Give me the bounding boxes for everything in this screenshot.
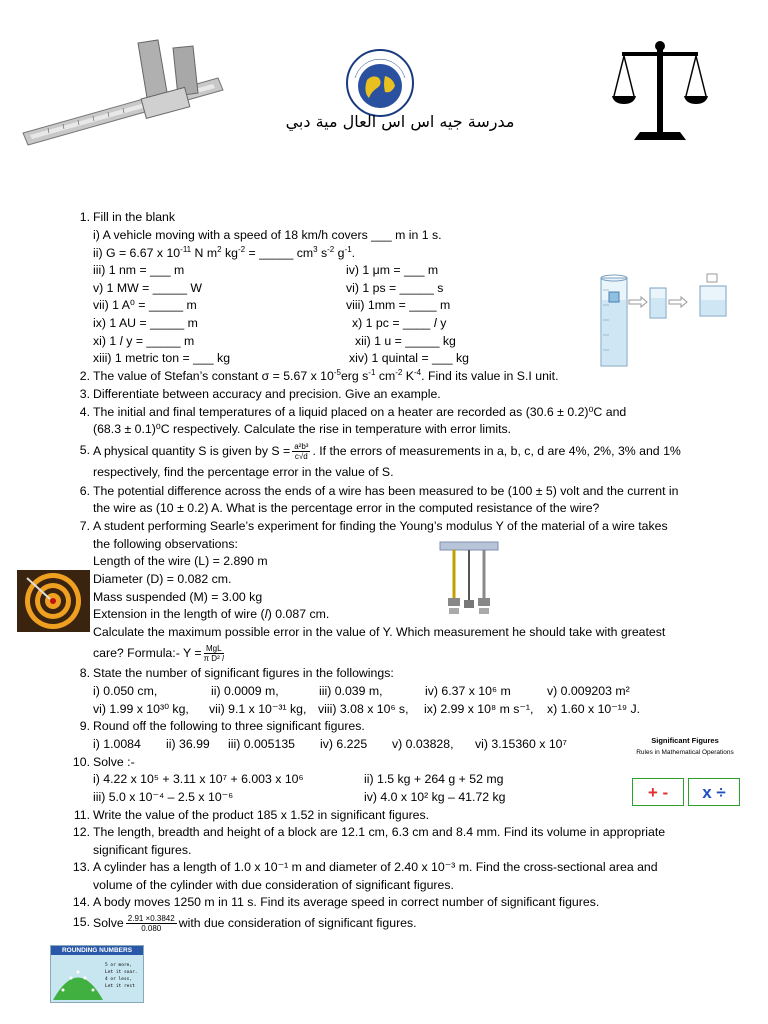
text-segment: N m: [191, 246, 218, 260]
dartboard-image: [17, 570, 90, 632]
question-text: (68.3 ± 0.1)⁰C respectively. Calculate the rise in temperature with error limits.: [93, 422, 512, 436]
text-segment: erg s: [340, 369, 369, 383]
significant-figures-panel: [620, 736, 750, 814]
rule-line: 5 or more,: [105, 963, 133, 968]
question-number: 14.: [72, 895, 90, 909]
text-segment: g: [334, 246, 345, 260]
rounding-rules: [105, 962, 138, 990]
question-text: Mass suspended (M) = 3.00 kg: [93, 590, 263, 604]
superscript: -5: [333, 367, 341, 377]
text-segment: . Find its value in S.I unit.: [421, 369, 559, 383]
q1-right-3: x) 1 pc = ____ 𝑙 y: [352, 316, 447, 330]
q1-i-text: i) A vehicle moving with a speed of 18 km/h covers ___ m in 1 s.: [93, 228, 442, 242]
superscript: -1: [344, 244, 352, 254]
text-segment: care? Formula:- Y =: [93, 645, 202, 660]
question-text: The potential difference across the ends of a wire has been measured to be (100 ± 5) volt and the current in: [93, 484, 679, 498]
rule-line: Let it rest: [105, 984, 135, 989]
denominator: 0.080: [141, 924, 162, 933]
question-text: [93, 442, 681, 461]
balance-scale-icon: [610, 38, 710, 143]
question-text: [93, 914, 417, 933]
multiply-divide-box: x ÷: [688, 778, 740, 806]
rounding-hill-icon: [53, 960, 103, 1000]
rule-line: Let it soar.: [105, 970, 138, 975]
q1-left-2: vii) 1 A⁰ = _____ m: [93, 298, 197, 312]
question-number: 13.: [72, 860, 90, 874]
question-text: [93, 368, 559, 386]
superscript: -1: [368, 367, 376, 377]
q8-r2-3: ix) 2.99 x 10⁸ m s⁻¹,: [424, 702, 534, 716]
superscript: -2: [395, 367, 403, 377]
q1-left-5: xiii) 1 metric ton = ___ kg: [93, 351, 231, 365]
question-text: Diameter (D) = 0.082 cm.: [93, 572, 232, 586]
question-text: Calculate the maximum possible error in the value of Y. Which measurement he should take with greatest: [93, 625, 666, 639]
q10-iv: iv) 4.0 x 10² kg – 41.72 kg: [364, 790, 506, 804]
text-segment: ii) G = 6.67 x 10: [93, 246, 181, 260]
question-number: 2.: [79, 369, 90, 383]
formula-fraction: [204, 644, 224, 663]
superscript: 3: [313, 244, 318, 254]
q9-item-0: i) 1.0084: [93, 737, 141, 751]
q10-ii: ii) 1.5 kg + 264 g + 52 mg: [364, 772, 504, 786]
superscript: -2: [327, 244, 335, 254]
text-segment: = _____ cm: [245, 246, 314, 260]
question-text: respectively, find the percentage error in the value of S.: [93, 465, 394, 479]
vernier-caliper-image: [18, 38, 233, 148]
question-text: the following observations:: [93, 537, 238, 551]
question-text: State the number of significant figures in the followings:: [93, 666, 394, 680]
superscript: -2: [237, 244, 246, 254]
q1-right-1: vi) 1 ps = _____ s: [346, 281, 444, 295]
q1-left-4: xi) 1 𝑙 y = _____ m: [93, 334, 195, 348]
text-segment: K: [402, 369, 414, 383]
numerator: 2.91 ×0.3842: [127, 914, 175, 923]
text-segment: cm: [375, 369, 396, 383]
q9-item-4: v) 0.03828,: [392, 737, 454, 751]
question-number: 11.: [73, 808, 90, 822]
question-text: A body moves 1250 m in 11 s. Find its average speed in correct number of significant figures.: [93, 895, 600, 909]
question-number: 8.: [79, 666, 90, 680]
text-segment: s: [317, 246, 328, 260]
rule-line: 4 or less,: [105, 977, 133, 982]
rounding-numbers-panel: [50, 945, 144, 1003]
question-text: Extension in the length of wire (𝑙) 0.087 cm.: [93, 607, 330, 621]
question-text: significant figures.: [93, 843, 192, 857]
question-number: 9.: [79, 719, 90, 733]
question-text: Length of the wire (L) = 2.890 m: [93, 554, 268, 568]
question-text: Solve :-: [93, 755, 135, 769]
question-number: 12.: [72, 825, 90, 839]
superscript: -4: [413, 367, 422, 377]
q8-r1-1: ii) 0.0009 m,: [211, 684, 279, 698]
denominator: c√d: [294, 452, 308, 461]
q9-item-5: vi) 3.15360 x 10⁷: [475, 737, 567, 751]
question-text: A student performing Searle’s experiment for finding the Young’s modulus Y of the material of a wire takes: [93, 519, 668, 533]
q10-i: i) 4.22 x 10⁵ + 3.11 x 10⁷ + 6.003 x 10⁶: [93, 772, 304, 786]
superscript: -11: [180, 244, 192, 254]
panel-title: Significant Figures: [651, 736, 719, 745]
formula-fraction: [292, 442, 310, 461]
text-segment: Solve: [93, 915, 124, 930]
q9-item-2: iii) 0.005135: [228, 737, 295, 751]
q8-r2-2: viii) 3.08 x 10⁶ s,: [318, 702, 409, 716]
question-text: The initial and final temperatures of a liquid placed on a heater are recorded as (30.6 ± 0.2)⁰C and: [93, 405, 627, 419]
text-segment: The value of Stefan’s constant σ = 5.67 x 10: [93, 369, 334, 383]
question-number: 4.: [79, 405, 90, 419]
question-number: 6.: [79, 484, 90, 498]
panel-subtitle: Rules in Mathematical Operations: [636, 749, 734, 756]
q8-r1-4: v) 0.009203 m²: [547, 684, 630, 698]
numerator: MgL: [204, 644, 224, 654]
question-number: 10.: [72, 755, 90, 769]
q8-r2-1: vii) 9.1 x 10⁻³¹ kg,: [209, 702, 307, 716]
school-logo: [345, 48, 415, 118]
q9-item-3: iv) 6.225: [320, 737, 368, 751]
text-segment: kg: [221, 246, 238, 260]
q1-right-4: xii) 1 u = _____ kg: [355, 334, 456, 348]
q8-r1-0: i) 0.050 cm,: [93, 684, 158, 698]
q8-r2-4: x) 1.60 x 10⁻¹⁹ J.: [547, 702, 641, 716]
question-number: 7.: [79, 519, 90, 533]
question-text: The length, breadth and height of a block are 12.1 cm, 6.3 cm and 8.4 mm. Find its volume in appropriate: [93, 825, 666, 839]
question-text: A cylinder has a length of 1.0 x 10⁻¹ m and diameter of 2.40 x 10⁻³ m. Find the cross-sectional area and: [93, 860, 658, 874]
school-name: مدرسة جيه اس اس العال مية دبي: [285, 112, 515, 131]
q1-left-0: iii) 1 nm = ___ m: [93, 263, 185, 277]
text-segment: .: [351, 246, 356, 260]
rounding-title: ROUNDING NUMBERS: [51, 946, 143, 955]
question-text: [93, 644, 226, 663]
q10-iii: iii) 5.0 x 10⁻⁴ – 2.5 x 10⁻⁶: [93, 790, 234, 804]
question-text: volume of the cylinder with due consideration of significant figures.: [93, 878, 454, 892]
formula-fraction: [126, 914, 177, 933]
q1-right-5: xiv) 1 quintal = ___ kg: [349, 351, 469, 365]
searle-apparatus-image: [438, 538, 500, 618]
question-text: Round off the following to three significant figures.: [93, 719, 365, 733]
q1-right-0: iv) 1 μm = ___ m: [346, 263, 439, 277]
denominator: π D² 𝑙: [203, 654, 225, 663]
q8-r1-2: iii) 0.039 m,: [319, 684, 383, 698]
measuring-cylinder-image: [595, 270, 737, 370]
text-segment: with due consideration of significant figures.: [178, 915, 417, 930]
q1-left-3: ix) 1 AU = _____ m: [93, 316, 198, 330]
question-text: the wire as (10 ± 0.2) A. What is the percentage error in the computed resistance of the wire?: [93, 501, 600, 515]
question-number: 5.: [79, 443, 90, 457]
question-text: Write the value of the product 185 x 1.52 in significant figures.: [93, 808, 430, 822]
q1-left-1: v) 1 MW = _____ W: [93, 281, 202, 295]
superscript: 2: [217, 244, 222, 254]
question-text: Differentiate between accuracy and precision. Give an example.: [93, 387, 441, 401]
q9-item-1: ii) 36.99: [166, 737, 210, 751]
question-title: Fill in the blank: [93, 210, 176, 224]
question-number: 1.: [79, 210, 90, 224]
add-subtract-box: + -: [632, 778, 684, 806]
question-number: 3.: [79, 387, 90, 401]
q8-r1-3: iv) 6.37 x 10⁶ m: [425, 684, 511, 698]
q1-right-2: viii) 1mm = ____ m: [346, 298, 451, 312]
q8-r2-0: vi) 1.99 x 10³⁰ kg,: [93, 702, 189, 716]
q1-ii-text: [93, 245, 355, 263]
text-segment: A physical quantity S is given by S =: [93, 443, 291, 458]
text-segment: . If the errors of measurements in a, b, c, d are 4%, 2%, 3% and 1%: [312, 443, 681, 458]
numerator: a²b³: [294, 442, 309, 451]
question-number: 15.: [72, 915, 90, 929]
